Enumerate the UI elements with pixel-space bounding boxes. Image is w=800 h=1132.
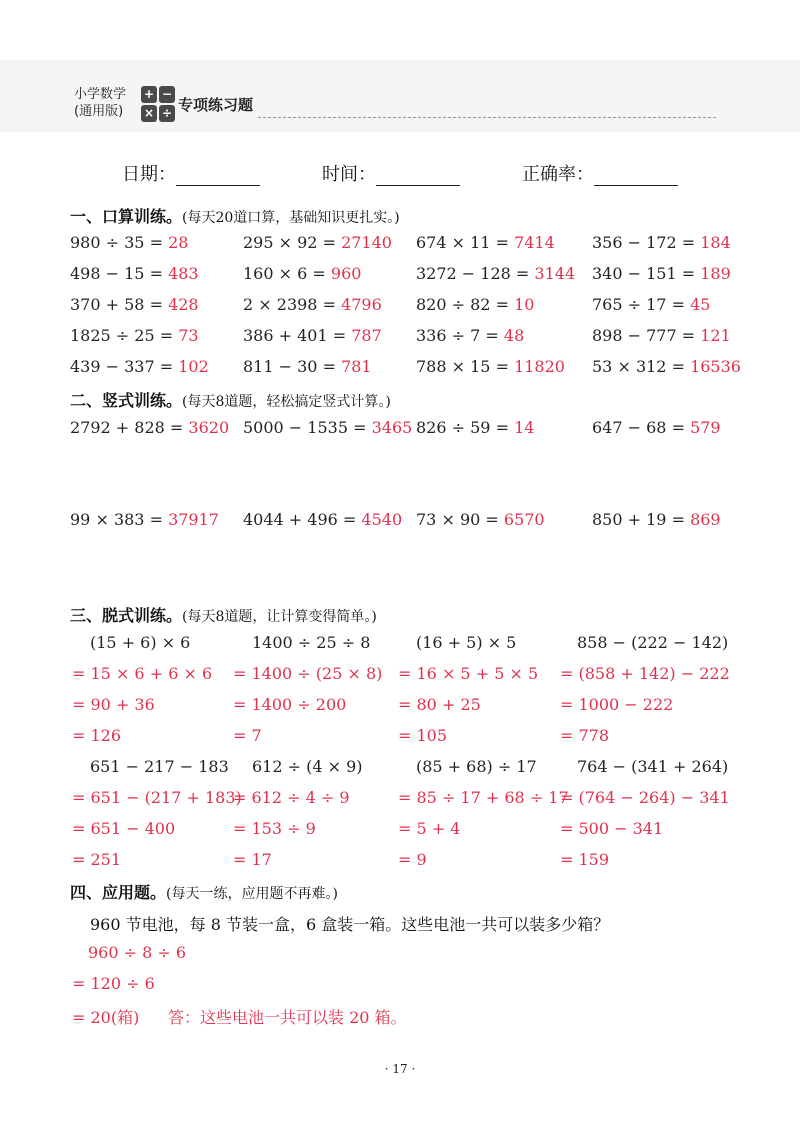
oral-item [243,357,372,376]
stepwise-step: = 153 ÷ 9 [233,819,316,838]
oral-item [592,326,731,345]
oral-item-answer: 45 [690,295,711,314]
vertical-item [416,418,534,437]
times-icon: × [141,105,157,122]
vertical-item-answer: 579 [690,418,721,437]
oral-item [70,326,199,345]
oral-item [592,295,710,314]
stepwise-step: = 500 − 341 [560,819,664,838]
stepwise-step: = 7 [233,726,262,745]
oral-item-answer: 28 [168,233,189,252]
stepwise-step: = 1400 ÷ 200 [233,695,347,714]
section-vertical-note: (每天8道题，轻松搞定竖式计算。) [182,394,391,410]
oral-item [416,233,555,252]
oral-item-answer: 4796 [341,295,382,314]
vertical-item-answer: 37917 [168,510,219,529]
stepwise-step: = 16 × 5 + 5 × 5 [398,664,539,683]
section-oral-heading: 一、口算训练。 [70,207,183,226]
oral-item-answer: 184 [700,233,731,252]
oral-item-answer: 189 [700,264,731,283]
vertical-item-question: 5000 − 1535 = [243,418,367,437]
brand-line1: 小学数学 [74,87,127,102]
vertical-item-question: 647 − 68 = [592,418,685,437]
oral-item [416,326,524,345]
section-application-heading: 四、应用题。 [70,883,167,902]
oral-item [243,233,392,252]
stepwise-step: = 17 [233,850,272,869]
oral-item-question: 674 × 11 = [416,233,509,252]
stepwise-step: = 90 + 36 [72,695,155,714]
oral-item-question: 3272 − 128 = [416,264,530,283]
vertical-item-question: 2792 + 828 = [70,418,184,437]
application-step-1: 960 ÷ 8 ÷ 6 [88,943,187,962]
oral-item-answer: 102 [178,357,209,376]
stepwise-question: 1400 ÷ 25 ÷ 8 [252,633,371,652]
oral-item-question: 53 × 312 = [592,357,685,376]
section-application-title [70,880,338,903]
vertical-item-question: 99 × 383 = [70,510,163,529]
section-vertical-title [70,388,391,411]
oral-item-answer: 121 [700,326,731,345]
section-stepwise-heading: 三、脱式训练。 [70,606,183,625]
vertical-item [416,510,545,529]
stepwise-question: (85 + 68) ÷ 17 [416,757,537,776]
stepwise-step: = 85 ÷ 17 + 68 ÷ 17 [398,788,569,807]
stepwise-step: = 5 + 4 [398,819,461,838]
vertical-item-answer: 3620 [188,418,230,437]
oral-item-question: 340 − 151 = [592,264,696,283]
date-label: 日期： [122,164,176,185]
date-blank[interactable] [176,165,260,186]
stepwise-step: = 80 + 25 [398,695,481,714]
section-oral-title [70,204,400,227]
oral-item-question: 1825 ÷ 25 = [70,326,174,345]
section-application-note: (每天一练，应用题不再难。) [166,886,338,902]
oral-item [70,357,209,376]
oral-item-answer: 48 [503,326,525,345]
stepwise-step: = 9 [398,850,427,869]
oral-item-answer: 483 [168,264,199,283]
oral-item-question: 295 × 92 = [243,233,336,252]
operator-icons [141,86,175,122]
vertical-item-answer: 869 [690,510,721,529]
stepwise-step: = 1400 ÷ (25 × 8) [233,664,383,683]
stepwise-step: = 651 − (217 + 183) [72,788,242,807]
stepwise-question: 858 − (222 − 142) [577,633,729,652]
brand-line2: (通用版) [74,104,124,119]
oral-item [592,264,731,283]
oral-item-answer: 16536 [690,357,741,376]
oral-item-question: 439 − 337 = [70,357,174,376]
vertical-item [592,510,721,529]
stepwise-question: 764 − (341 + 264) [577,757,729,776]
oral-item-question: 811 − 30 = [243,357,336,376]
accuracy-field [522,160,678,186]
stepwise-step: = 126 [72,726,122,745]
application-step-2: = 120 ÷ 6 [72,974,155,993]
oral-item-answer: 10 [514,295,535,314]
stepwise-step: = (764 − 264) − 341 [560,788,730,807]
vertical-item [70,418,229,437]
oral-item-answer: 73 [178,326,199,345]
oral-item-question: 898 − 777 = [592,326,696,345]
vertical-item [243,418,412,437]
vertical-item-answer: 3465 [371,418,413,437]
oral-item-question: 820 ÷ 82 = [416,295,509,314]
section-vertical-heading: 二、竖式训练。 [70,391,183,410]
oral-item-question: 160 × 6 = [243,264,326,283]
accuracy-label: 正确率： [522,164,594,185]
vertical-item-answer: 4540 [361,510,403,529]
stepwise-step: = 159 [560,850,610,869]
date-field [122,160,260,186]
section-oral-note: (每天20道口算，基础知识更扎实。) [182,210,400,226]
vertical-item-answer: 14 [514,418,535,437]
oral-item-question: 498 − 15 = [70,264,163,283]
oral-item [243,295,382,314]
brand-label [74,86,126,120]
oral-item-answer: 781 [341,357,372,376]
stepwise-step: = 251 [72,850,122,869]
oral-item [70,233,188,252]
stepwise-step: = 105 [398,726,448,745]
stepwise-step: = 651 − 400 [72,819,176,838]
stepwise-question: (16 + 5) × 5 [416,633,517,652]
time-blank[interactable] [376,165,460,186]
oral-item [592,357,741,376]
application-answer: 答：这些电池一共可以装 20 箱。 [168,1008,407,1027]
stepwise-step: = 612 ÷ 4 ÷ 9 [233,788,350,807]
oral-item [70,264,199,283]
minus-icon: − [159,86,175,103]
vertical-item [592,418,721,437]
header-title: 专项练习题 [178,96,254,114]
vertical-item-question: 73 × 90 = [416,510,499,529]
stepwise-step: = 15 × 6 + 6 × 6 [72,664,213,683]
oral-item-answer: 960 [330,264,362,283]
stepwise-step: = (858 + 142) − 222 [560,664,730,683]
vertical-item-answer: 6570 [503,510,545,529]
oral-item-answer: 11820 [514,357,565,376]
oral-item [416,357,565,376]
stepwise-question: (15 + 6) × 6 [90,633,191,652]
oral-item-answer: 3144 [534,264,576,283]
oral-item [243,326,382,345]
stepwise-step: = 778 [560,726,610,745]
vertical-item [243,510,402,529]
application-problem: 960 节电池，每 8 节装一盒，6 盒装一箱。这些电池一共可以装多少箱？ [90,915,610,934]
section-stepwise-title [70,603,377,626]
time-label: 时间： [322,164,376,185]
oral-item [243,264,361,283]
vertical-item-question: 826 ÷ 59 = [416,418,509,437]
application-step-3: = 20(箱) [72,1008,140,1027]
oral-item-question: 980 ÷ 35 = [70,233,163,252]
oral-item-answer: 787 [351,326,382,345]
vertical-item-question: 850 + 19 = [592,510,685,529]
oral-item-answer: 7414 [514,233,555,252]
divide-icon: ÷ [159,105,175,122]
stepwise-question: 612 ÷ (4 × 9) [252,757,363,776]
oral-item-question: 2 × 2398 = [243,295,336,314]
accuracy-blank[interactable] [594,165,678,186]
oral-item-question: 765 ÷ 17 = [592,295,685,314]
oral-item-question: 356 − 172 = [592,233,696,252]
page-number: · 17 · [384,1062,416,1076]
vertical-item-question: 4044 + 496 = [243,510,357,529]
stepwise-step: = 1000 − 222 [560,695,674,714]
oral-item-question: 788 × 15 = [416,357,509,376]
header-divider [258,117,716,118]
oral-item-question: 386 + 401 = [243,326,347,345]
vertical-item [70,510,219,529]
oral-item-question: 370 + 58 = [70,295,163,314]
oral-item-answer: 428 [168,295,199,314]
oral-item [592,233,731,252]
oral-item-question: 336 ÷ 7 = [416,326,499,345]
oral-item [70,295,199,314]
section-stepwise-note: (每天8道题，让计算变得简单。) [182,609,377,625]
stepwise-question: 651 − 217 − 183 [90,757,229,776]
oral-item-answer: 27140 [341,233,392,252]
oral-item [416,264,575,283]
plus-icon: + [141,86,157,103]
oral-item [416,295,534,314]
time-field [322,160,460,186]
